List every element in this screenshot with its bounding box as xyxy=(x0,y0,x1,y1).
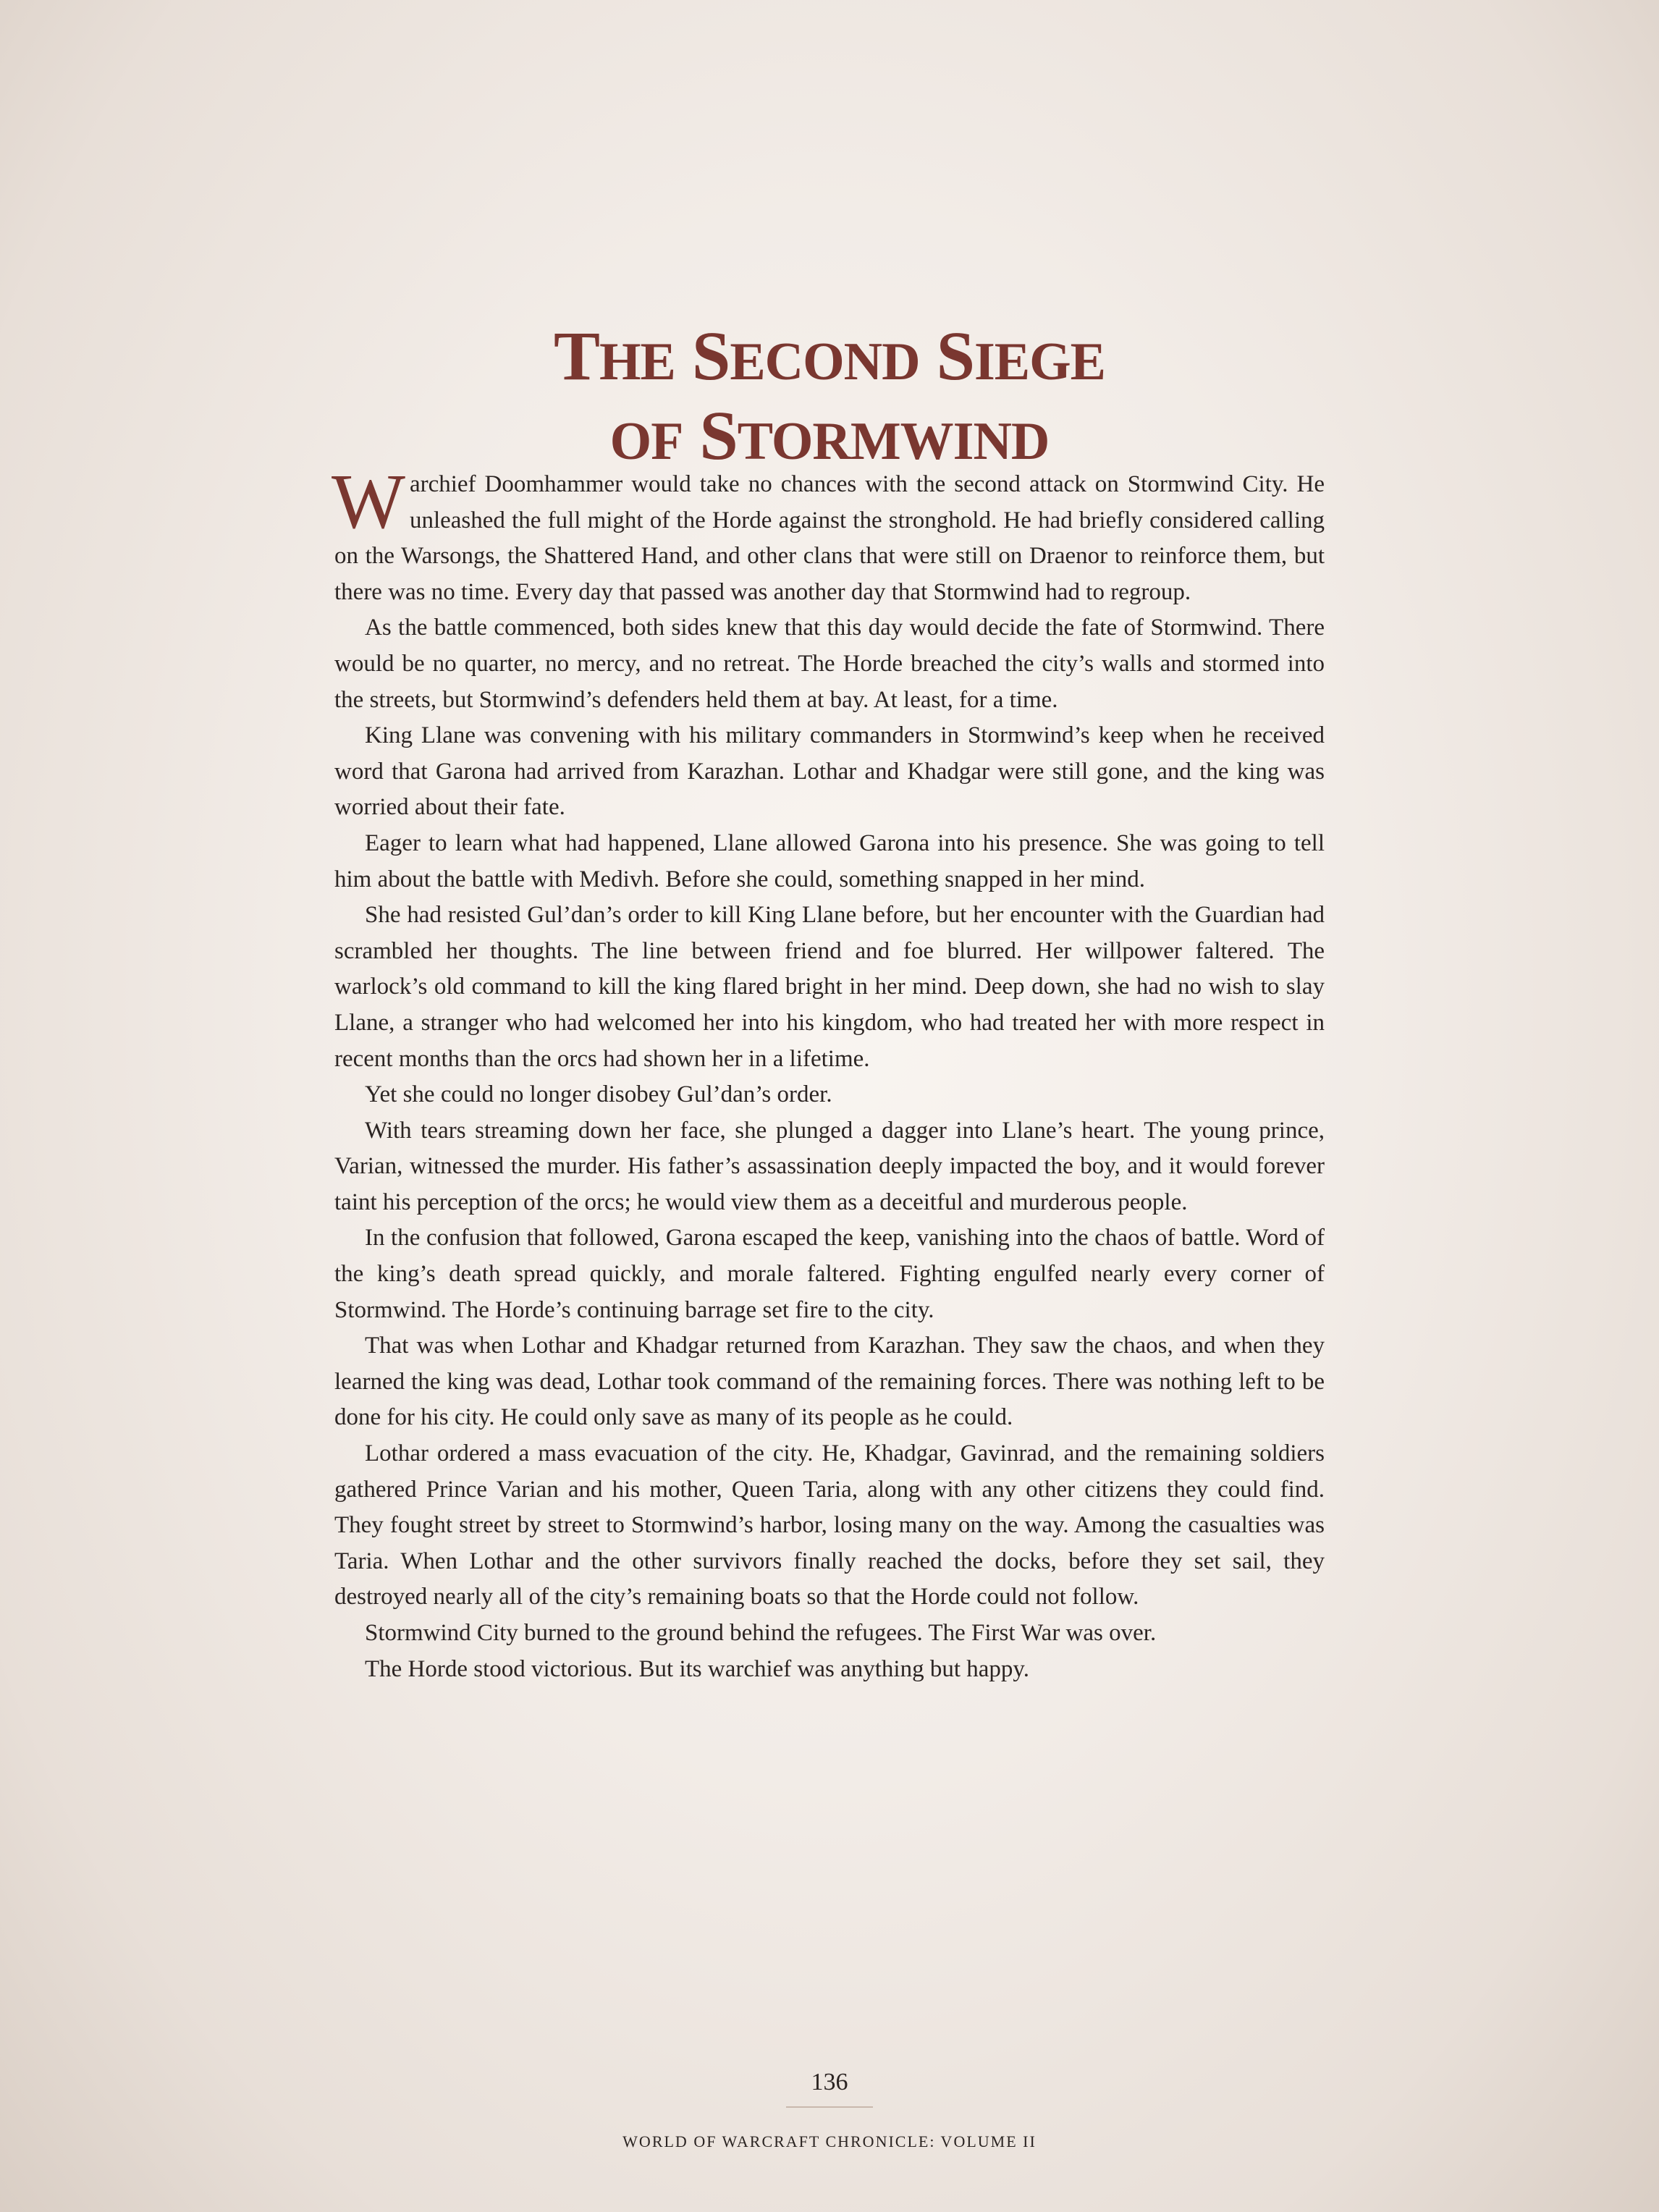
title-word-stormwind-cap: S xyxy=(699,397,738,475)
paragraph-10: Lothar ordered a mass evacuation of the city. He, Khadgar, Gavinrad, and the remaining soldiers gathered Prince Varian and his mother, Queen Taria, along with any other citizens they could find. They fought street by street to Stormwind’s harbor, losing many on the way. Among the casualties was Taria. When Lothar and the other survivors finally reached the docks, before they set sail, they destroyed nearly all of the city’s remaining boats so that the Horde could not follow. xyxy=(334,1440,1325,1611)
title-word-of: OF xyxy=(609,412,683,472)
footer-divider xyxy=(786,2106,873,2108)
title-word-siege-cap: S xyxy=(936,317,974,395)
drop-cap: W xyxy=(332,459,405,545)
paragraph-1 xyxy=(332,459,1325,610)
title-word-the-rest: HE xyxy=(599,332,675,392)
paragraph-12: The Horde stood victorious. But its warchief was anything but happy. xyxy=(365,1655,1030,1682)
title-word-second-rest: ECOND xyxy=(730,332,920,392)
running-footer-title: WORLD OF WARCRAFT CHRONICLE: VOLUME II xyxy=(622,2132,1037,2150)
paragraph-9: That was when Lothar and Khadgar returned from Karazhan. They saw the chaos, and when they learned the king was dead, Lothar took command of the remaining forces. There was nothing left to be done for his city. He could only save as many of its people as he could. xyxy=(334,1333,1325,1431)
paragraph-1-text: archief Doomhammer would take no chances with the second attack on Stormwind City. He unleashed the full might of the Horde against the stronghold. He had briefly considered calling on the Warsongs, the Shattered Hand, and other clans that were still on Draenor to reinforce them, but there was no time. Every day that passed was another day that Stormwind had to regroup. xyxy=(334,471,1325,605)
page-number: 136 xyxy=(811,2069,848,2095)
chapter-body xyxy=(332,459,1325,1687)
chapter-title-line-1 xyxy=(0,319,1659,399)
chapter-title xyxy=(0,319,1659,478)
title-word-stormwind-rest: TORMWIND xyxy=(737,412,1050,472)
title-word-the-cap: T xyxy=(553,317,599,395)
title-word-second-cap: S xyxy=(691,317,730,395)
title-word-siege-rest: IEGE xyxy=(974,332,1106,392)
paragraph-3: King Llane was convening with his military commanders in Stormwind’s keep when he received word that Garona had arrived from Karazhan. Lothar and Khadgar were still gone, and the king was worried about their fate. xyxy=(334,722,1325,821)
paragraph-6: Yet she could no longer disobey Gul’dan’s order. xyxy=(365,1081,832,1108)
paragraph-11: Stormwind City burned to the ground behind the refugees. The First War was over. xyxy=(365,1620,1157,1646)
paragraph-7: With tears streaming down her face, she plunged a dagger into Llane’s heart. The young prince, Varian, witnessed the murder. His father’s assassination deeply impacted the boy, and it would forever taint his perception of the orcs; he would view them as a deceitful and murderous people. xyxy=(334,1117,1325,1215)
paragraph-8: In the confusion that followed, Garona escaped the keep, vanishing into the chaos of battle. Word of the king’s death spread quickly, and morale faltered. Fighting engulfed nearly every corner of Stormwind. The Horde’s continuing barrage set fire to the city. xyxy=(334,1225,1325,1323)
paragraph-4: Eager to learn what had happened, Llane allowed Garona into his presence. She was going to tell him about the battle with Medivh. Before she could, something snapped in her mind. xyxy=(334,830,1325,892)
paragraph-2: As the battle commenced, both sides knew that this day would decide the fate of Stormwind. There would be no quarter, no mercy, and no retreat. The Horde breached the city’s walls and stormed into the streets, but Stormwind’s defenders held them at bay. At least, for a time. xyxy=(334,615,1325,713)
paragraph-5: She had resisted Gul’dan’s order to kill King Llane before, but her encounter with the Guardian had scrambled her thoughts. The line between friend and foe blurred. Her willpower faltered. The warlock’s old command to kill the king flared bright in her mind. Deep down, she had no wish to slay Llane, a stranger who had welcomed her into his kingdom, who had treated her with more respect in recent months than the orcs had shown her in a lifetime. xyxy=(334,902,1325,1072)
